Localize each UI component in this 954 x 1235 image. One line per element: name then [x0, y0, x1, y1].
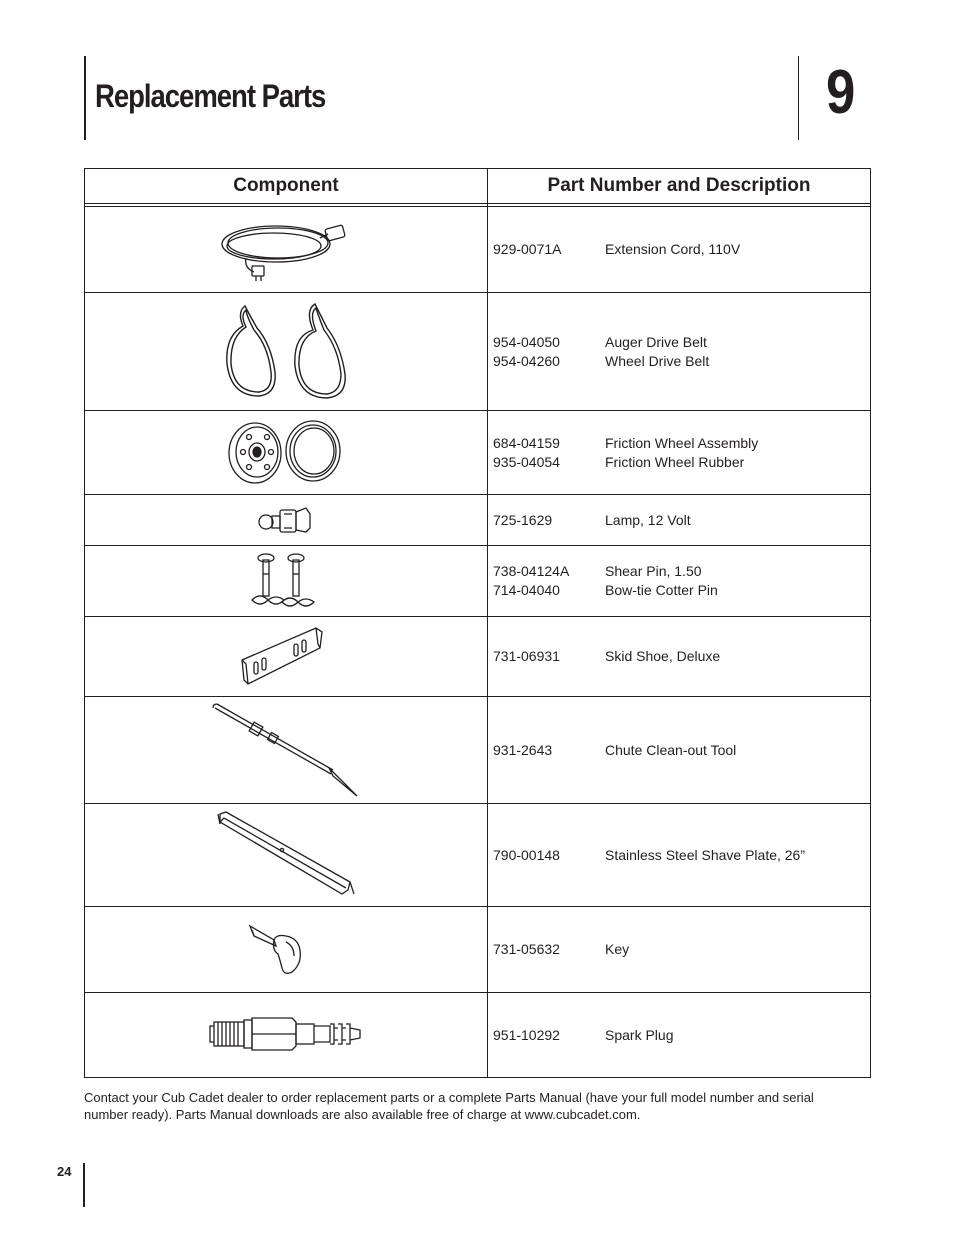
part-cell	[488, 495, 871, 546]
part-line	[493, 1026, 870, 1045]
part-description: Shear Pin, 1.50	[605, 563, 702, 579]
table-row	[85, 907, 871, 993]
extension-cord-icon	[85, 218, 487, 282]
part-cell	[488, 907, 871, 993]
part-description: Friction Wheel Assembly	[605, 434, 759, 451]
lamp-icon	[85, 502, 487, 538]
part-line	[493, 940, 870, 959]
part-description: Skid Shoe, Deluxe	[605, 648, 721, 664]
component-image	[85, 411, 488, 495]
part-number: 731-05632	[493, 941, 560, 957]
part-number: 935-04054	[493, 453, 560, 470]
part-description: Wheel Drive Belt	[605, 352, 710, 369]
component-image	[85, 207, 488, 293]
part-description: Stainless Steel Shave Plate, 26”	[605, 846, 806, 863]
component-image	[85, 546, 488, 617]
part-cell	[488, 411, 871, 495]
part-number: 731-06931	[493, 648, 560, 664]
footer-note: Contact your Cub Cadet dealer to order replacement parts or a complete Parts Manual (have your full model number and serial number ready). Parts Manual downloads are also available free of charge at www.cubcadet.com.	[84, 1090, 814, 1122]
table-row	[85, 495, 871, 546]
component-image	[85, 293, 488, 411]
part-cell	[488, 697, 871, 804]
friction-wheel-icon	[85, 419, 487, 487]
part-cell	[488, 546, 871, 617]
part-description: Friction Wheel Rubber	[605, 453, 745, 470]
key-icon	[85, 920, 487, 980]
part-line	[493, 741, 870, 760]
skid-shoe-icon	[85, 624, 487, 690]
table-row	[85, 546, 871, 617]
component-header: Component	[85, 169, 488, 204]
table-row	[85, 993, 871, 1078]
part-line	[493, 562, 870, 581]
page-number: 24	[57, 1164, 72, 1179]
table-row	[85, 697, 871, 804]
part-header: Part Number and Description	[488, 169, 871, 204]
part-description: Spark Plug	[605, 1026, 674, 1043]
part-number: 954-04260	[493, 352, 560, 369]
part-number: 951-10292	[493, 1026, 560, 1043]
part-number: 954-04050	[493, 333, 560, 350]
shear-pin-icon	[85, 550, 487, 612]
footer-rule	[83, 1163, 85, 1207]
shave-plate-icon	[85, 810, 487, 900]
chapter-number: 9	[826, 58, 856, 127]
component-image	[85, 617, 488, 697]
table-header-row	[85, 169, 871, 204]
part-line	[493, 352, 870, 371]
component-image	[85, 804, 488, 907]
table-row	[85, 411, 871, 495]
component-image	[85, 697, 488, 804]
component-image	[85, 495, 488, 546]
part-line	[493, 511, 870, 530]
part-cell	[488, 207, 871, 293]
part-line	[493, 240, 870, 259]
part-line	[493, 434, 870, 453]
page-title: Replacement Parts	[95, 78, 326, 114]
part-cell	[488, 993, 871, 1078]
header-rule-left	[84, 56, 86, 140]
component-image	[85, 907, 488, 993]
chute-tool-icon	[85, 702, 487, 798]
part-number: 931-2643	[493, 741, 553, 758]
part-line	[493, 333, 870, 352]
drive-belts-icon	[85, 300, 487, 404]
table-row	[85, 804, 871, 907]
part-number: 738-04124A	[493, 563, 570, 579]
part-description: Auger Drive Belt	[605, 333, 707, 350]
part-number: 725-1629	[493, 511, 553, 528]
table-row	[85, 617, 871, 697]
table-row	[85, 293, 871, 411]
part-description: Bow-tie Cotter Pin	[605, 582, 718, 598]
part-cell	[488, 804, 871, 907]
part-number: 714-04040	[493, 582, 560, 598]
part-description: Lamp, 12 Volt	[605, 511, 691, 528]
part-description: Key	[605, 941, 630, 957]
part-line	[493, 647, 870, 666]
part-cell	[488, 293, 871, 411]
part-number: 790-00148	[493, 846, 560, 863]
header-rule-right	[798, 56, 799, 140]
part-description: Chute Clean-out Tool	[605, 741, 737, 758]
part-line	[493, 846, 870, 865]
part-cell	[488, 617, 871, 697]
component-image	[85, 993, 488, 1078]
part-number: 684-04159	[493, 434, 560, 451]
part-number: 929-0071A	[493, 241, 562, 257]
spark-plug-icon	[85, 1012, 487, 1058]
part-line	[493, 581, 870, 600]
part-line	[493, 453, 870, 472]
table-row	[85, 207, 871, 293]
parts-table	[84, 168, 871, 1078]
part-description: Extension Cord, 110V	[605, 241, 741, 257]
